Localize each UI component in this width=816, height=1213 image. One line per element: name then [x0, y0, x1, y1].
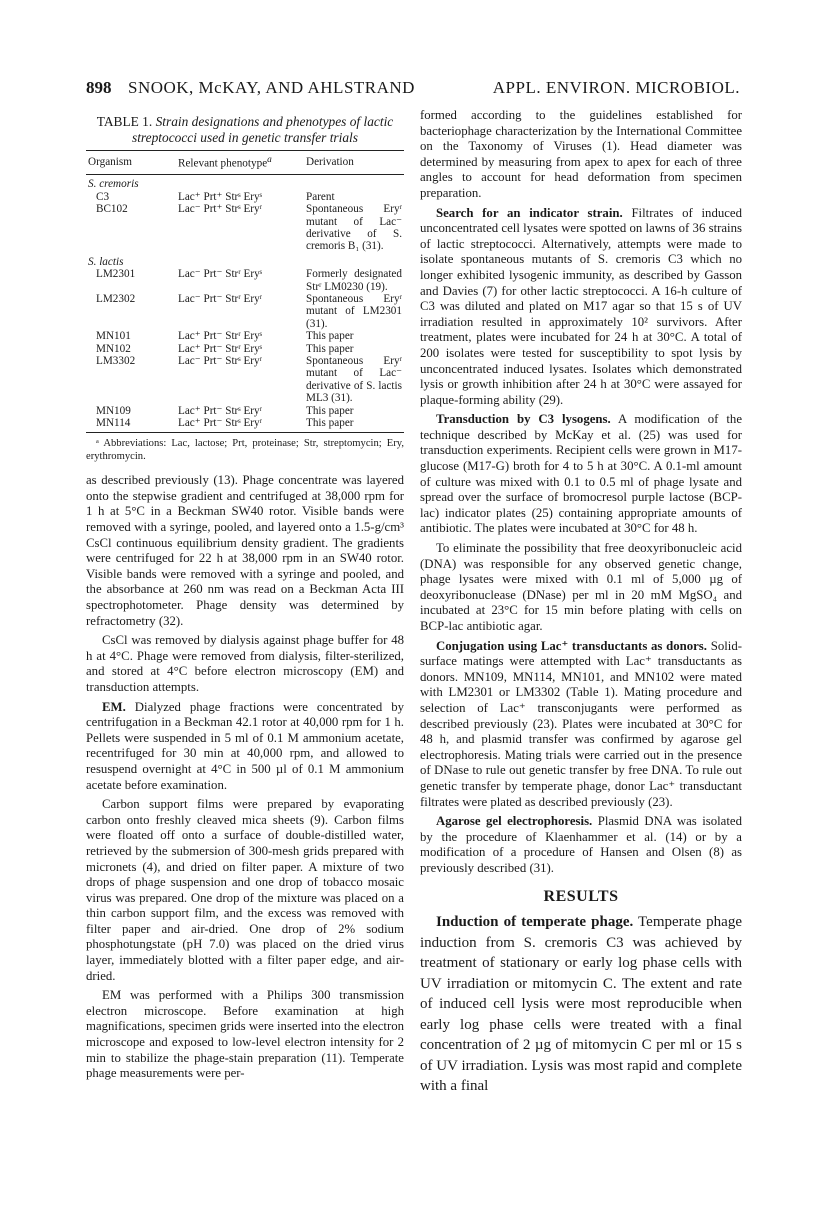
- organism-cell: C3: [96, 190, 110, 203]
- table-caption-text: Strain designations and phenotypes of lactic streptococci used in genetic transfer trials: [132, 114, 394, 145]
- organism-cell: BC102: [96, 203, 128, 216]
- species-group-row: [86, 175, 404, 191]
- conjugation-heading: Conjugation using Lac⁺ transductants as donors.: [436, 638, 707, 653]
- table-row: [86, 417, 404, 433]
- page-number: 898: [86, 78, 112, 97]
- induction-paragraph: Induction of temperate phage. Temperate phage induction from S. cremoris C3 was achieved by treatment of stationary or early log phase cells with UV irradiation or mitomycin C. The extent and rate of induced cell lysis were most reproducible when early log phase cells were treated with a final concentration of 2 µg of mitomycin C per ml or 15 s of UV irradiation. Lysis was most rapid and complete with a final: [420, 914, 742, 1095]
- table-row: [86, 268, 404, 293]
- header-footnote-mark: a: [267, 155, 272, 165]
- organism-cell: LM2301: [96, 268, 136, 281]
- table-footnote: ᵃ Abbreviations: Lac, lactose; Prt, proteinase; Str, streptomycin; Ery, erythromycin.: [86, 438, 404, 462]
- running-authors: SNOOK, McKAY, AND AHLSTRAND: [128, 78, 415, 97]
- phenotype-cell: Lac⁺ Prt⁻ Strʳ Eryˢ: [178, 342, 263, 355]
- em-paragraph: EM. Dialyzed phage fractions were concentrated by centrifugation in a Beckman 42.1 rotor at 40,000 rpm for 1 h. Pellets were suspended in 5 ml of 0.1 M ammonium acetate, recentrifuged for 30 min at 40,000 rpm, and allowed to resuspend overnight at 4°C in 500 µl of 0.1 M ammonium acetate before examination.: [86, 699, 404, 792]
- phenotype-cell: Lac⁻ Prt⁻ Strʳ Eryʳ: [178, 292, 263, 305]
- derivation-cell: Spontaneous Eryʳ mutant of LM2301 (31).: [306, 292, 402, 330]
- table-row: [86, 191, 404, 203]
- derivation-cell: This paper: [306, 342, 354, 355]
- species-group-row: [86, 253, 404, 268]
- derivation-cell: Parent: [306, 190, 335, 203]
- agarose-paragraph: Agarose gel electrophoresis. Plasmid DNA was isolated by the procedure of Klaenhammer et al. (14) or by a modification of a procedure of Hansen and Olsen (8) as previously described (31).: [420, 814, 742, 875]
- phenotype-cell: Lac⁻ Prt⁻ Strˢ Eryʳ: [178, 355, 263, 368]
- derivation-cell: This paper: [306, 404, 354, 417]
- em-heading: EM.: [102, 699, 126, 714]
- table-row: [86, 405, 404, 417]
- species-name: S. lactis: [88, 255, 124, 268]
- paragraph: formed according to the guidelines established for bacteriophage characterization by the International Committee on the Taxonomy of Viruses (1). Head diameter was determined by measuring from apex to apex for each of three angles to account for head deformation from specimen preparation.: [420, 108, 742, 200]
- table-row: [86, 293, 404, 330]
- table-row: [86, 355, 404, 405]
- phenotype-cell: Lac⁻ Prt⁺ Strˢ Eryʳ: [178, 203, 263, 216]
- organism-cell: LM3302: [96, 355, 136, 368]
- table-row: [86, 203, 404, 253]
- species-name: S. cremoris: [88, 178, 139, 191]
- col-header-organism: Organism: [86, 151, 176, 175]
- paragraph: To eliminate the possibility that free deoxyribonucleic acid (DNA) was responsible for any observed genetic change, phage lysates were mixed with 0.1 ml of 5,000 µg of deoxyribonuclease (DNase) per ml in 20 mM MgSO₄ and incubated at 23°C for 15 min before plating with cells on BCP-lac antibiotic agar.: [420, 541, 742, 633]
- results-heading: RESULTS: [543, 887, 619, 905]
- journal-name: APPL. ENVIRON. MICROBIOL.: [492, 78, 740, 97]
- transduction-paragraph: Transduction by C3 lysogens. A modification of the technique described by McKay et al. (25) was used for transduction experiments. Recipient cells were grown in M17-glucose (M17-G) broth for 4 to 5 h at 30°C. A 0.1-ml amount of culture was mixed with 0.1 to 0.5 ml of phage lysate and spread over the surface of bromocresol purple lactose (BCP-lac) indicator plates (25) containing appropriate amounts of antibiotic. The plates were incubated at 30°C for 48 h.: [420, 412, 742, 536]
- conjugation-paragraph: Conjugation using Lac⁺ transductants as donors. Solid-surface matings were attempted with Lac⁺ transductants as donors. MN109, MN114, MN101, and MN102 were mated with LM2301 or LM3302 (Table 1). Mating procedure and selection of Lac⁺ transconjugants were performed as described previously (23). Plates were incubated at 30°C for 48 h, and plasmid transfer was confirmed by agarose gel electrophoresis. Mating trials were carried out in the presence of DNase to rule out genetic transfer by free DNA. To rule out genetic transfer by temperate phage, donor Lac⁺ transductant filtrates were plated as described previously (23).: [420, 638, 743, 809]
- left-column: [86, 108, 404, 1082]
- running-header: [86, 78, 740, 104]
- col-header-derivation: Derivation: [304, 151, 404, 175]
- phenotype-cell: Lac⁺ Prt⁺ Strˢ Eryˢ: [178, 190, 262, 203]
- table-row: [86, 343, 404, 355]
- derivation-cell: Spontaneous Eryʳ mutant of Lac⁻ derivative of S. cremoris B₁ (31).: [306, 203, 402, 253]
- methods-left-text: [86, 473, 404, 1082]
- paragraph: EM was performed with a Philips 300 transmission electron microscope. Before examination at high magnifications, specimen grids were inserted into the electron microscope and exposed to low-level electron intensity for 2 min to stabilize the phage-stain preparation (11). Temperate phage measurements were per-: [86, 988, 404, 1081]
- organism-cell: MN102: [96, 342, 131, 355]
- indicator-paragraph: Search for an indicator strain. Filtrates of induced unconcentrated cell lysates were spotted on lawns of 36 strains of lactic streptococci. Alternatively, attempts were made to isolate spontaneous mutants of S. cremoris C3 which no longer exhibited lysogenic immunity, as described by Gasson and Davies (7) for other lactic streptococci. A 16-h culture of C3 was diluted and plated on M17 agar so that 15 s of UV irradiation resulted in approximately 10² survivors. After treatment, plates were incubated for 24 h at 30°C. A total of 200 isolates were tested for susceptibility to spot lysis by unconcentrated induced lysates. Isolates which demonstrated lysis or growth inhibition after 24 h at 30°C were assayed for plaque-forming ability (29).: [420, 205, 742, 407]
- organism-cell: MN101: [96, 330, 131, 343]
- phenotype-cell: Lac⁺ Prt⁻ Strʳ Eryˢ: [178, 330, 263, 343]
- right-column: [420, 108, 742, 1097]
- paragraph: CsCl was removed by dialysis against phage buffer for 48 h at 4°C. Phage were removed from dialysis, filter-sterilized, and stored at 4°C before electron microscopy (EM) and transduction attempts.: [86, 633, 404, 694]
- strain-table: [86, 150, 404, 433]
- derivation-cell: This paper: [304, 417, 404, 433]
- agarose-heading: Agarose gel electrophoresis.: [436, 814, 593, 829]
- organism-cell: LM2302: [96, 292, 136, 305]
- transduction-heading: Transduction by C3 lysogens.: [436, 412, 611, 427]
- paragraph: as described previously (13). Phage concentrate was layered onto the stepwise gradient and centrifuged at 38,000 rpm for 1 h at 5°C in a Beckman SW40 rotor. Visible bands were removed with a syringe, pooled, and layered onto a 1.5-g/cm³ CsCl continuous equilibrium density gradient. The gradients were centrifuged for 22 h at 38,000 rpm in an SW40 rotor. Visible bands were removed with a syringe and pooled, and the absorbance at 260 nm was read on a Beckman Acta III spectrophotometer. Phage density was determined by refractometry (32).: [86, 473, 404, 628]
- paragraph: Carbon support films were prepared by evaporating carbon onto freshly cleaved mica sheets (9). Carbon films were floated off onto a surface of double-distilled water, retrieved by the submersion of 300-mesh grids prepared with micronets (4), and dried on filter paper. A mixture of two drops of phage suspension and one drop of tobacco mosaic virus was prepared. One drop of the mixture was placed on a thin carbon support film, and the excess was removed with filter paper and air-dried. One drop of 2% sodium phosphotungstate (pH 7.0) was placed on the dried virus layer, immediately blotted with a filter paper edge, and air-dried.: [86, 797, 404, 983]
- phenotype-cell: Lac⁺ Prt⁻ Strˢ Eryʳ: [178, 404, 263, 417]
- col-header-phenotype: Relevant phenotype$^a$: [176, 151, 304, 175]
- table-header-row: [86, 151, 404, 175]
- derivation-cell: Formerly designated Strʳ LM0230 (19).: [306, 268, 402, 293]
- derivation-cell: This paper: [306, 330, 354, 343]
- table-caption: [86, 114, 404, 146]
- organism-cell: MN109: [96, 404, 131, 417]
- table-row: [86, 330, 404, 342]
- phenotype-cell: Lac⁺ Prt⁻ Strˢ Eryʳ: [176, 417, 304, 433]
- table-body: [86, 175, 404, 433]
- organism-cell: MN114: [86, 417, 176, 433]
- indicator-heading: Search for an indicator strain.: [436, 205, 623, 220]
- table-label: TABLE 1.: [96, 114, 153, 129]
- derivation-cell: Spontaneous Eryʳ mutant of Lac⁻ derivative of S. lactis ML3 (31).: [306, 355, 402, 405]
- induction-heading: Induction of temperate phage.: [436, 914, 634, 931]
- phenotype-cell: Lac⁻ Prt⁻ Strʳ Eryˢ: [178, 268, 263, 281]
